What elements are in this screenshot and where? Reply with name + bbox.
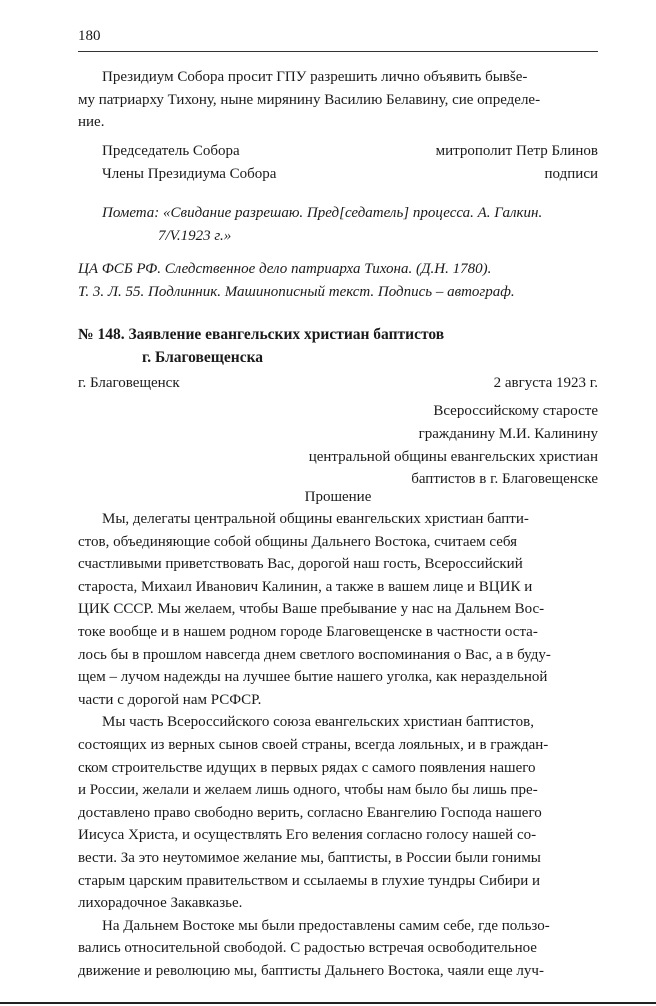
body-line: щем – лучом надежды на лучшее бытие нашего уголка, как нераздельной bbox=[78, 669, 548, 686]
body-line: вести. За это неутомимое желание мы, баптисты, в России были гонимы bbox=[78, 849, 541, 866]
addressee-line: Всероссийскому старосте bbox=[433, 403, 598, 419]
place-date-row bbox=[78, 372, 598, 395]
body-line: ском строительстве идущих в первых рядах с самого появления нашего bbox=[78, 759, 536, 776]
signature-role: Члены Президиума Собора bbox=[102, 165, 277, 182]
body-line: На Дальнем Востоке мы были предоставлены самим себе, где пользо- bbox=[102, 917, 550, 934]
body-line: токе вообще и в нашем родном городе Благовещенске в частности оста- bbox=[78, 623, 538, 640]
body-line: старым царским правительством и ссылаемы в глухие тундры Сибири и bbox=[78, 872, 541, 889]
header-rule bbox=[78, 51, 598, 52]
body-line: Иисуса Христа, и осуществлять Его веления согласно голосу нашей со- bbox=[78, 827, 537, 844]
body-line: движение и революцию мы, баптисты Дальнего Востока, чаяли еще луч- bbox=[78, 962, 544, 979]
body-line: и России, желали и желаем лишь одного, чтобы нам было бы лишь пре- bbox=[78, 782, 538, 799]
body-line: части с дорогой нам РСФСР. bbox=[78, 691, 262, 708]
signature-name: подписи bbox=[544, 165, 598, 182]
signature-row bbox=[78, 140, 598, 163]
archive-reference bbox=[78, 258, 598, 303]
document-date: 2 августа 1923 г. bbox=[493, 375, 598, 391]
body-line: Мы, делегаты центральной общины евангельских христиан бапти- bbox=[102, 511, 529, 527]
page-number: 180 bbox=[78, 28, 101, 44]
signature-role: Председатель Собора bbox=[102, 143, 240, 159]
body-line: лихорадочное Закавказье. bbox=[78, 895, 243, 912]
title-line: № 148. Заявление евангельских христиан баптистов bbox=[78, 326, 445, 343]
resolution-note bbox=[78, 202, 598, 247]
intro-line: ние. bbox=[78, 114, 105, 131]
signature-row bbox=[78, 163, 598, 186]
body-line: вались относительной свободой. С радостью встречая освободительное bbox=[78, 940, 537, 957]
document-page bbox=[78, 26, 598, 979]
petition-heading: Прошение bbox=[304, 489, 372, 505]
archive-line: Т. 3. Л. 55. Подлинник. Машинописный текст. Подпись – автограф. bbox=[78, 283, 515, 300]
intro-line: Президиум Собора просит ГПУ разрешить лично объявить бывšе- bbox=[102, 69, 528, 85]
document-title bbox=[78, 324, 598, 369]
body-line: лось бы в прошлом навсегда днем светлого воспоминания о Вас, а в буду- bbox=[78, 646, 551, 663]
title-line: г. Благовещенска bbox=[142, 348, 264, 366]
body-line: ЦИК СССР. Мы желаем, чтобы Ваше пребывание у нас на Дальнем Вос- bbox=[78, 601, 545, 618]
note-line: Помета: «Свидание разрешаю. Пред[седатель] процесса. А. Галкин. bbox=[102, 205, 543, 221]
signature-name: митрополит Петр Блинов bbox=[435, 143, 598, 159]
body-line: Мы часть Всероссийского союза евангельских христиан баптистов, bbox=[102, 714, 534, 731]
intro-line: му патриарху Тихону, ныне мирянину Василию Белавину, сие определе- bbox=[78, 91, 541, 108]
addressee-line: гражданину М.И. Калинину bbox=[418, 425, 598, 442]
body-line: староста, Михаил Иванович Калинин, а также в вашем лице и ВЦИК и bbox=[78, 578, 533, 595]
addressee-line: баптистов в г. Благовещенске bbox=[411, 471, 598, 488]
bottom-edge-rule bbox=[0, 1002, 656, 1004]
signatures-block bbox=[78, 140, 598, 185]
body-line: счастливыми приветствовать Вас, дорогой наш гость, Всероссийский bbox=[78, 556, 523, 573]
body-paragraph bbox=[78, 711, 598, 914]
addressee-line: центральной общины евангельских христиан bbox=[308, 448, 598, 465]
body-paragraph bbox=[78, 508, 598, 711]
body-line: доставлено право свободно верить, согласно Евангелию Господа нашего bbox=[78, 804, 542, 821]
intro-paragraph bbox=[78, 66, 598, 134]
document-place: г. Благовещенск bbox=[78, 375, 180, 391]
body-line: состоящих из верных сынов своей страны, всегда лояльных, и в граждан- bbox=[78, 736, 549, 753]
archive-line: ЦА ФСБ РФ. Следственное дело патриарха Тихона. (Д.Н. 1780). bbox=[78, 261, 492, 277]
addressee-block bbox=[78, 400, 598, 491]
note-line: 7/V.1923 г.» bbox=[158, 227, 232, 244]
body-line: стов, объединяющие собой общины Дальнего Востока, считаем себя bbox=[78, 533, 518, 550]
petition-body bbox=[78, 508, 598, 982]
body-paragraph bbox=[78, 915, 598, 983]
